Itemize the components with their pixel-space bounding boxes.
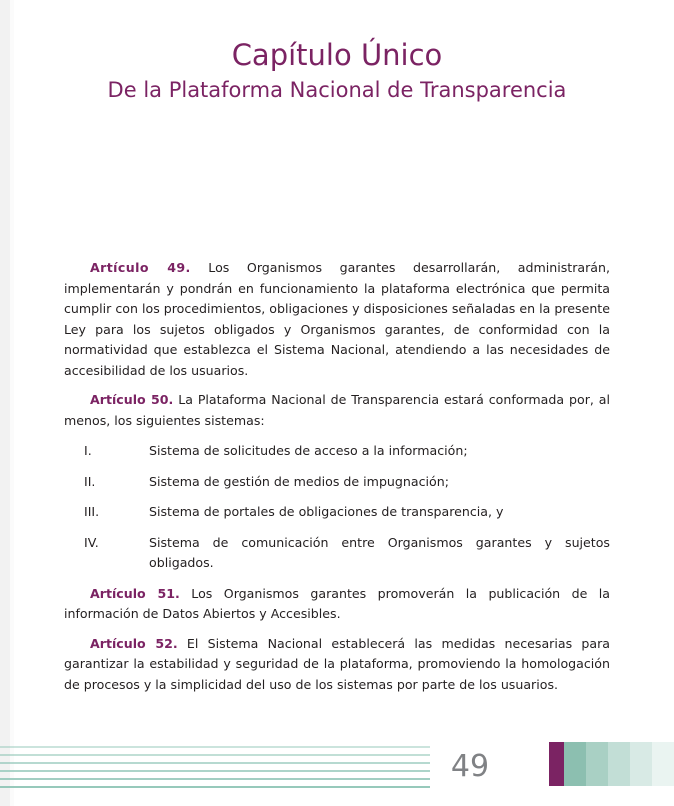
list-item <box>84 472 610 493</box>
footer-line <box>0 786 430 788</box>
paragraph-article-49 <box>64 258 610 381</box>
article-label-50: Artículo 50. <box>90 392 174 407</box>
chapter-title: Capítulo Único <box>231 38 443 72</box>
footer-swatch <box>564 742 586 786</box>
list-item-number: I. <box>84 443 92 458</box>
article-text-52: El Sistema Nacional establecerá las medidas necesarias para garantizar la estabilidad y seguridad de la plataforma, promoviendo la homologación de procesos y la simplicidad del uso de los sistemas por parte de los usuarios. <box>64 635 610 692</box>
page-number: 49 <box>450 749 490 784</box>
article-label-49: Artículo 49. <box>90 260 191 275</box>
systems-list <box>84 441 610 574</box>
footer-line <box>0 762 430 764</box>
page-footer <box>0 718 674 806</box>
article-label-51: Artículo 51. <box>90 585 180 601</box>
footer-swatch <box>549 742 564 786</box>
paragraph-article-50 <box>64 390 610 431</box>
footer-swatch <box>586 742 608 786</box>
chapter-subtitle: De la Plataforma Nacional de Transparencia <box>107 78 567 102</box>
list-item <box>84 502 610 523</box>
page-left-edge-highlight <box>10 0 14 806</box>
page-header <box>0 38 674 105</box>
list-item-number: III. <box>84 504 100 519</box>
footer-swatch <box>652 742 674 786</box>
list-item-number: IV. <box>84 534 99 550</box>
article-text-50: La Plataforma Nacional de Transparencia estará conformada por, al menos, los siguientes sistemas: <box>64 392 611 428</box>
footer-line <box>0 778 430 780</box>
list-item-label: Sistema de portales de obligaciones de transparencia, y <box>149 504 504 519</box>
document-body <box>64 258 610 695</box>
list-item-label: Sistema de gestión de medios de impugnación; <box>149 473 449 489</box>
list-item-label: Sistema de comunicación entre Organismos garantes y sujetos obligados. <box>149 534 610 570</box>
footer-line <box>0 770 430 772</box>
paragraph-article-52 <box>64 634 610 696</box>
list-item <box>84 441 610 462</box>
paragraph-article-51 <box>64 584 610 625</box>
footer-line <box>0 754 430 756</box>
footer-decorative-lines <box>0 746 430 788</box>
article-label-52: Artículo 52. <box>90 635 178 651</box>
footer-swatch <box>630 742 652 786</box>
article-text-51: Los Organismos garantes promoverán la publicación de la información de Datos Abiertos y Accesibles. <box>64 585 611 621</box>
article-text-49: Los Organismos garantes desarrollarán, administrarán, implementarán y pondrán en funcionamiento la plataforma electrónica que permita cumplir con los procedimientos, obligaciones y disposiciones señaladas en la presente Ley para los sujetos obligados y Organismos garantes, de conformidad con la normatividad que establezca el Sistema Nacional, atendiendo a las necesidades de accesibilidad de los usuarios. <box>64 260 610 378</box>
list-item <box>84 533 610 574</box>
footer-color-swatches <box>549 742 674 786</box>
list-item-number: II. <box>84 473 96 489</box>
list-item-label: Sistema de solicitudes de acceso a la información; <box>149 443 468 458</box>
footer-line <box>0 746 430 748</box>
footer-swatch <box>608 742 630 786</box>
